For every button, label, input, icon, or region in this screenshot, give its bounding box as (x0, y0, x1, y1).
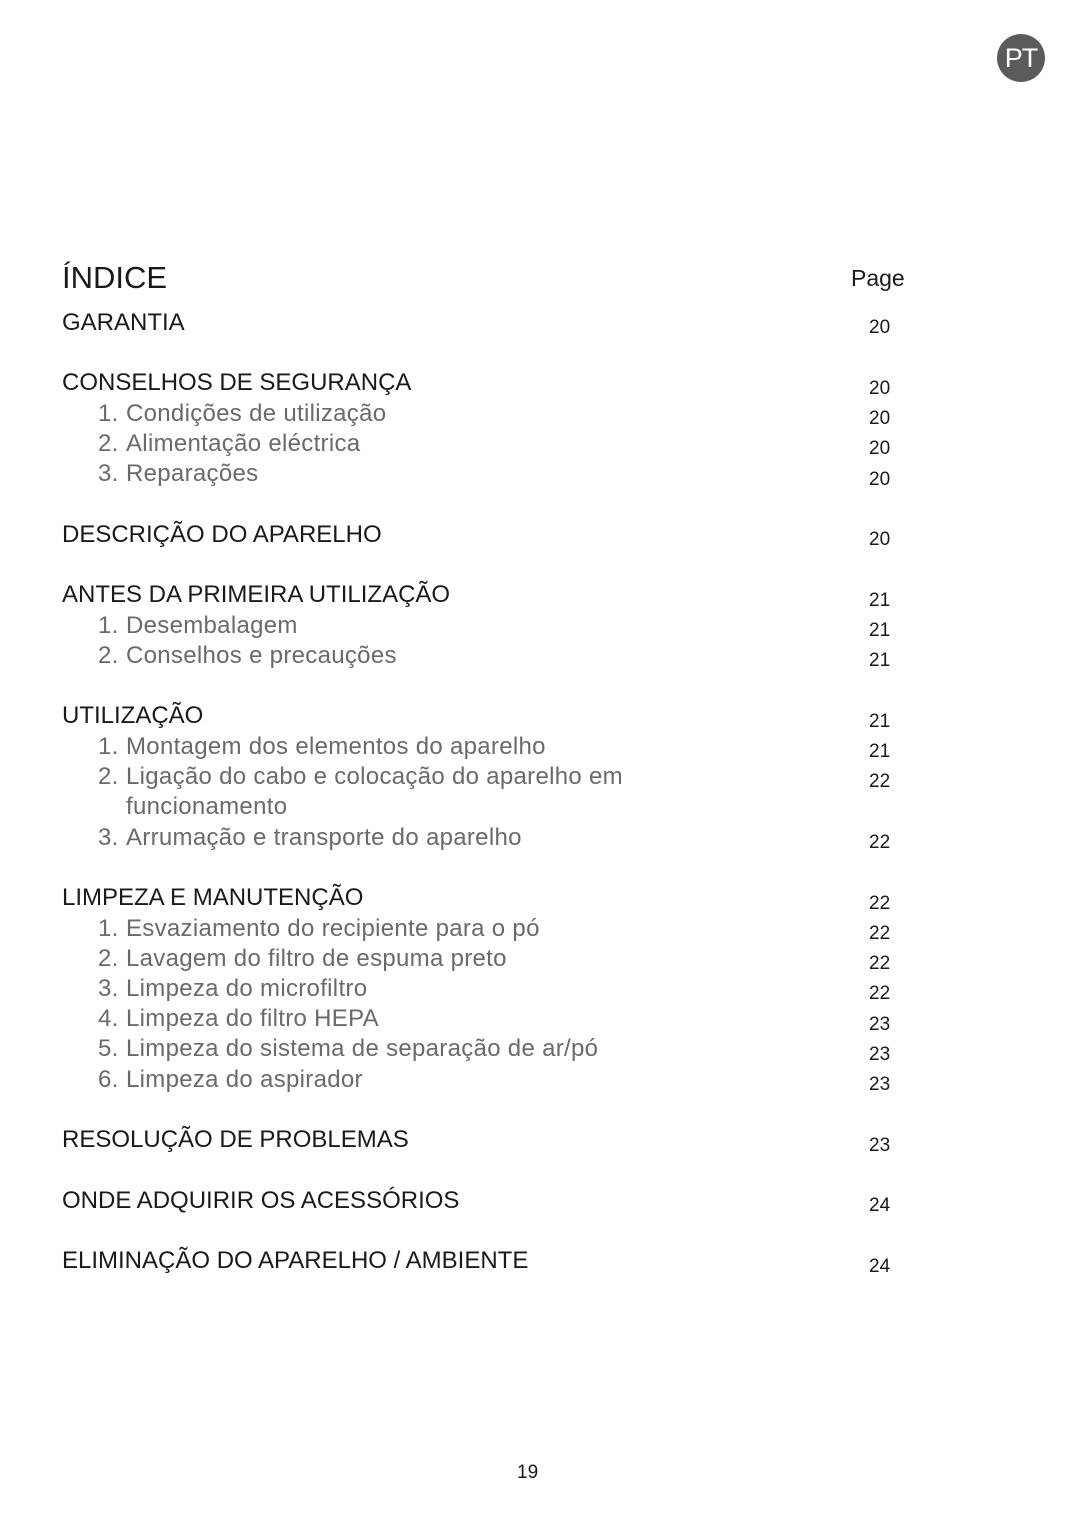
toc-subitem-number: 2. (98, 763, 119, 790)
toc-subitem[interactable] (98, 824, 522, 852)
toc-page-number: 20 (869, 529, 891, 550)
toc-subitem-number: 3. (98, 824, 119, 851)
toc-subitem[interactable] (98, 975, 367, 1003)
toc-section-limpeza[interactable]: LIMPEZA E MANUTENÇÃO (62, 884, 364, 911)
toc-page-number: 22 (869, 923, 891, 944)
toc-subitem-label: Lavagem do filtro de espuma preto (126, 945, 507, 972)
toc-subitem[interactable] (98, 763, 623, 791)
toc-page-number: 23 (869, 1044, 891, 1065)
toc-subitem[interactable] (98, 430, 360, 458)
toc-subitem[interactable] (98, 1035, 598, 1063)
toc-page-number: 21 (869, 590, 891, 611)
toc-page-number: 24 (869, 1256, 891, 1277)
toc-page-number: 24 (869, 1195, 891, 1216)
toc-subitem-number: 4. (98, 1005, 119, 1032)
toc-subitem-continuation: funcionamento (126, 793, 288, 820)
toc-page-number: 22 (869, 953, 891, 974)
toc-subitem-label: Arrumação e transporte do aparelho (126, 824, 522, 851)
page-column-header: Page (851, 265, 905, 291)
toc-subitem-number: 2. (98, 642, 119, 669)
toc-subitem-label: Montagem dos elementos do aparelho (126, 733, 546, 760)
toc-subitem[interactable] (98, 915, 540, 943)
toc-subitem-label: Desembalagem (126, 612, 298, 639)
toc-subitem-label: Reparações (126, 460, 259, 487)
toc-section-conselhos[interactable]: CONSELHOS DE SEGURANÇA (62, 369, 412, 396)
toc-page-number: 20 (869, 317, 891, 338)
toc-subitem-number: 3. (98, 975, 119, 1002)
toc-subitem-number: 1. (98, 915, 119, 942)
toc-page-number: 22 (869, 832, 891, 853)
toc-subitem-number: 2. (98, 430, 119, 457)
toc-subitem-number: 1. (98, 612, 119, 639)
language-badge: PT (997, 34, 1045, 82)
toc-page-number: 20 (869, 378, 891, 399)
toc-subitem-label: Esvaziamento do recipiente para o pó (126, 915, 540, 942)
toc-page-number: 21 (869, 711, 891, 732)
toc-subitem-number: 5. (98, 1035, 119, 1062)
toc-subitem[interactable] (98, 642, 397, 670)
toc-page-number: 21 (869, 650, 891, 671)
toc-subitem-number: 6. (98, 1066, 119, 1093)
toc-page-number: 22 (869, 893, 891, 914)
toc-subitem[interactable] (98, 1066, 363, 1094)
page-title: ÍNDICE (62, 260, 168, 295)
toc-subitem[interactable] (98, 945, 507, 973)
toc-page-number: 21 (869, 741, 891, 762)
toc-subitem-label: Limpeza do microfiltro (126, 975, 368, 1002)
toc-subitem[interactable] (98, 1005, 379, 1033)
toc-subitem-label: Ligação do cabo e colocação do aparelho em (126, 763, 623, 790)
toc-section-resolucao[interactable]: RESOLUÇÃO DE PROBLEMAS (62, 1126, 409, 1153)
toc-section-antes[interactable]: ANTES DA PRIMEIRA UTILIZAÇÃO (62, 581, 451, 608)
toc-page-number: 20 (869, 438, 891, 459)
toc-subitem-label: Limpeza do filtro HEPA (126, 1005, 379, 1032)
toc-subitem[interactable] (98, 400, 386, 428)
toc-section-onde[interactable]: ONDE ADQUIRIR OS ACESSÓRIOS (62, 1187, 460, 1214)
toc-subitem-label: Limpeza do sistema de separação de ar/pó (126, 1035, 599, 1062)
toc-page-number: 21 (869, 620, 891, 641)
toc-section-garantia[interactable]: GARANTIA (62, 309, 185, 336)
toc-page-number: 22 (869, 771, 891, 792)
toc-subitem[interactable] (98, 460, 258, 488)
toc-subitem-label: Conselhos e precauções (126, 642, 397, 669)
footer-page-number: 19 (517, 1462, 539, 1483)
toc-page-number: 23 (869, 1074, 891, 1095)
toc-subitem-number: 1. (98, 733, 119, 760)
toc-section-descricao[interactable]: DESCRIÇÃO DO APARELHO (62, 521, 382, 548)
toc-section-eliminacao[interactable]: ELIMINAÇÃO DO APARELHO / AMBIENTE (62, 1247, 529, 1274)
toc-section-utilizacao[interactable]: UTILIZAÇÃO (62, 702, 204, 729)
toc-page-number: 22 (869, 983, 891, 1004)
toc-page-number: 23 (869, 1135, 891, 1156)
toc-page-number: 20 (869, 408, 891, 429)
toc-subitem-label: Condições de utilização (126, 400, 387, 427)
toc-page-number: 23 (869, 1014, 891, 1035)
toc-subitem-number: 3. (98, 460, 119, 487)
toc-subitem-label: Alimentação eléctrica (126, 430, 361, 457)
toc-page-number: 20 (869, 469, 891, 490)
toc-subitem-label: Limpeza do aspirador (126, 1066, 363, 1093)
toc-subitem-number: 2. (98, 945, 119, 972)
toc-subitem[interactable] (98, 733, 546, 761)
toc-subitem[interactable] (98, 612, 298, 640)
toc-subitem-number: 1. (98, 400, 119, 427)
